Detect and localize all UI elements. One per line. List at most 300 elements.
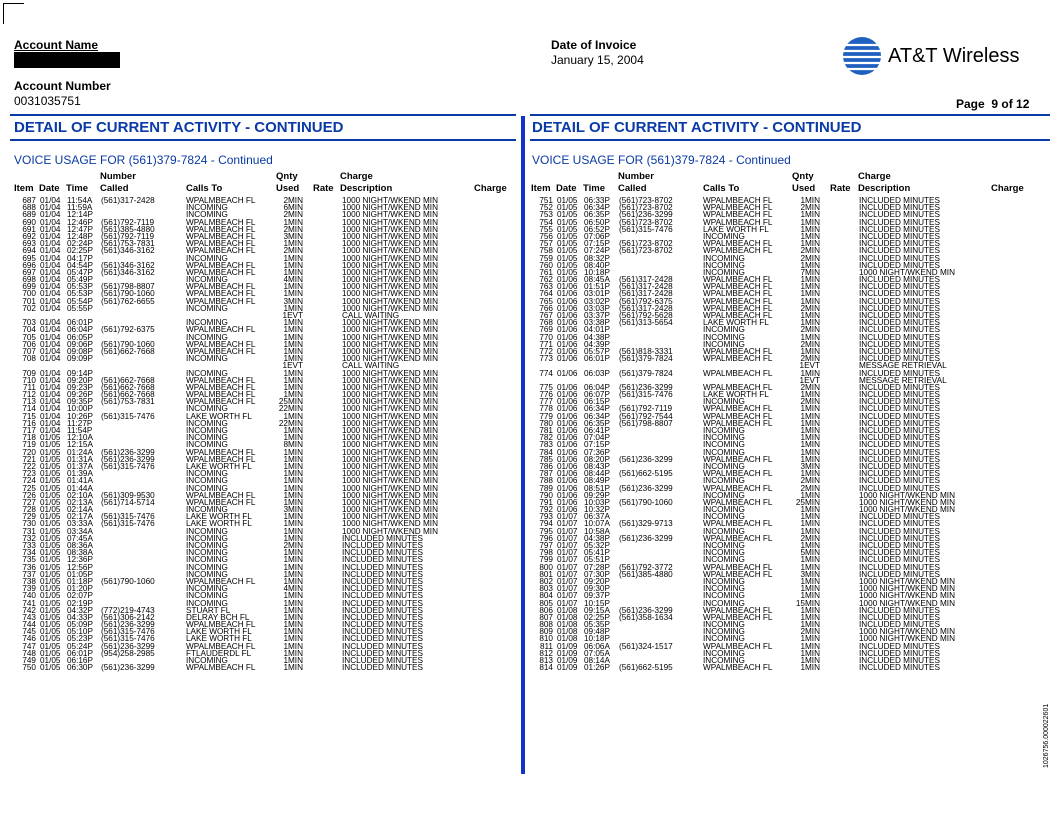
cell-item: 738 (22, 576, 36, 586)
cell-item: 773 (539, 354, 553, 364)
cell-time: 11:27P (67, 418, 93, 428)
cell-date: 01/09 (557, 641, 578, 651)
cell-description: INCLUDED MINUTES (859, 224, 940, 234)
col-item: Item (531, 183, 551, 194)
cell-description: INCLUDED MINUTES (859, 548, 940, 558)
cell-item: 796 (539, 533, 553, 543)
cell-date: 01/04 (40, 296, 61, 306)
cell-time: 09:29P (584, 490, 610, 500)
cell-called: (561)662-5195 (619, 469, 673, 479)
cell-calls-to: WPALMBEACH FL (186, 454, 256, 464)
cell-called: (561)236-3299 (619, 533, 673, 543)
cell-description: INCLUDED MINUTES (859, 512, 940, 522)
cell-calls-to: INCOMING (703, 584, 745, 594)
cell-used: 1MIN (800, 346, 820, 356)
cell-calls-to: WPALMBEACH FL (703, 404, 773, 414)
cell-called: (561)309-9530 (101, 490, 155, 500)
cell-calls-to: WPALMBEACH FL (703, 303, 773, 313)
cell-time: 10:58A (584, 526, 610, 536)
cell-used: 1MIN (800, 576, 820, 586)
cell-description: 1000 NIGHT/WKEND MIN (342, 303, 438, 313)
cell-item: 728 (22, 505, 36, 515)
cell-time: 02:19P (67, 598, 93, 608)
cell-calls-to: WPALMBEACH FL (703, 411, 773, 421)
cell-time: 10:15P (584, 598, 610, 608)
cell-used: 1MIN (283, 411, 303, 421)
cell-description: INCLUDED MINUTES (342, 605, 423, 615)
cell-item: 782 (539, 433, 553, 443)
cell-called: (561)346-3162 (101, 267, 155, 277)
cell-used: 1MIN (283, 346, 303, 356)
cell-time: 06:04P (67, 325, 93, 335)
cell-description: 1000 NIGHT/WKEND MIN (342, 339, 438, 349)
cell-calls-to: WPALMBEACH FL (703, 368, 773, 378)
cell-used: 7MIN (800, 267, 820, 277)
cell-calls-to: LAKE WORTH FL (186, 411, 252, 421)
col-used: Used (792, 183, 816, 194)
cell-item: 793 (539, 512, 553, 522)
cell-item: 775 (539, 382, 553, 392)
cell-time: 07:45A (67, 533, 93, 543)
cell-used: 1MIN (283, 390, 303, 400)
cell-date: 01/06 (557, 433, 578, 443)
cell-called: (561)315-7476 (101, 461, 155, 471)
cell-calls-to: INCOMING (186, 318, 228, 328)
cell-description: 1000 NIGHT/WKEND MIN (342, 497, 438, 507)
cell-used: 25MIN (278, 397, 303, 407)
cell-used: 2MIN (800, 339, 820, 349)
col-rate: Rate (830, 183, 851, 194)
cell-date: 01/06 (557, 275, 578, 285)
cell-description: INCLUDED MINUTES (859, 217, 940, 227)
cell-item: 743 (22, 612, 36, 622)
cell-used: 1MIN (800, 404, 820, 414)
cell-time: 08:49P (584, 476, 610, 486)
cell-time: 10:00P (67, 404, 93, 414)
brand-name: AT&T Wireless (888, 45, 1020, 67)
cell-used: 1MIN (283, 656, 303, 665)
cell-used: 1MIN (283, 663, 303, 673)
cell-used: 1MIN (800, 490, 820, 500)
cell-time: 05:41P (584, 548, 610, 558)
cell-description: INCLUDED MINUTES (859, 541, 940, 550)
cell-description: 1000 NIGHT/WKEND MIN (342, 397, 438, 407)
cell-used: 1MIN (283, 289, 303, 299)
cell-description: INCLUDED MINUTES (859, 426, 940, 435)
cell-used: 1MIN (283, 332, 303, 342)
cell-date: 01/05 (557, 246, 578, 256)
cell-calls-to: INCOMING (186, 404, 228, 414)
cell-item: 735 (22, 555, 36, 565)
cell-calls-to: INCOMING (186, 656, 228, 665)
cell-time: 06:34P (584, 203, 610, 213)
cell-time: 09:48P (584, 627, 610, 637)
cell-time: 08:20P (584, 454, 610, 464)
cell-description: INCLUDED MINUTES (859, 461, 940, 471)
cell-description: INCLUDED MINUTES (859, 354, 940, 364)
cell-item: 741 (22, 598, 36, 608)
cell-description: INCLUDED MINUTES (342, 598, 423, 608)
cell-description: 1000 NIGHT/WKEND MIN (342, 526, 438, 536)
cell-called: (561)818-3331 (619, 346, 673, 356)
cell-date: 01/04 (40, 282, 61, 292)
cell-called: (561)236-3299 (101, 620, 155, 630)
cell-item: 697 (22, 267, 36, 277)
cell-used: 1MIN (283, 325, 303, 335)
cell-used: 2MIN (800, 325, 820, 335)
cell-description: INCLUDED MINUTES (859, 332, 940, 342)
cell-description: 1000 NIGHT/WKEND MIN (342, 418, 438, 428)
cell-description: MESSAGE RETRIEVAL (859, 375, 947, 385)
cell-date: 01/07 (557, 598, 578, 608)
cell-date: 01/04 (40, 382, 61, 392)
cell-called: (561)317-2428 (101, 196, 155, 205)
cell-calls-to: INCOMING (703, 440, 745, 450)
cell-item: 690 (22, 217, 36, 227)
cell-description: INCLUDED MINUTES (859, 605, 940, 615)
cell-calls-to: WPALMBEACH FL (186, 397, 256, 407)
cell-used: 1MIN (800, 584, 820, 594)
cell-time: 01:51P (584, 282, 610, 292)
cell-date: 01/05 (40, 526, 61, 536)
col-item: Item (14, 183, 34, 194)
cell-item: 779 (539, 411, 553, 421)
cell-calls-to: WPALMBEACH FL (703, 217, 773, 227)
cell-used: 1MIN (800, 634, 820, 644)
cell-date: 01/06 (557, 318, 578, 328)
cell-calls-to: WPALMBEACH FL (703, 641, 773, 651)
cell-date: 01/04 (40, 346, 61, 356)
cell-description: INCLUDED MINUTES (342, 576, 423, 586)
cell-time: 06:41P (584, 426, 610, 435)
cell-item: 812 (539, 648, 553, 658)
cell-called: (561)790-1060 (101, 576, 155, 586)
cell-called: (561)723-8702 (619, 217, 673, 227)
cell-date: 01/07 (557, 584, 578, 594)
cell-description: 1000 NIGHT/WKEND MIN (342, 354, 438, 364)
cell-calls-to: INCOMING (186, 275, 228, 285)
cell-date: 01/05 (40, 548, 61, 558)
cell-item: 814 (539, 663, 553, 673)
cell-description: 1000 NIGHT/WKEND MIN (859, 634, 955, 644)
cell-time: 03:01P (584, 289, 610, 299)
cell-description: INCLUDED MINUTES (342, 627, 423, 637)
cell-called: (561)317-2428 (619, 282, 673, 292)
cell-time: 03:37P (584, 311, 610, 320)
cell-date: 01/04 (40, 275, 61, 285)
cell-calls-to: WPALMBEACH FL (186, 289, 256, 299)
cell-description: 1000 NIGHT/WKEND MIN (342, 203, 438, 213)
cell-called: (561)790-1060 (101, 339, 155, 349)
cell-item: 687 (22, 196, 36, 205)
cell-description: INCLUDED MINUTES (342, 562, 423, 572)
cell-used: 2MIN (283, 224, 303, 234)
cell-date: 01/05 (40, 476, 61, 486)
cell-used: 1MIN (283, 490, 303, 500)
cell-description: 1000 NIGHT/WKEND MIN (342, 476, 438, 486)
cell-date: 01/08 (557, 605, 578, 615)
cell-time: 06:03P (584, 368, 610, 378)
cell-item: 750 (22, 663, 36, 673)
cell-date: 01/05 (557, 239, 578, 249)
cell-date: 01/05 (40, 454, 61, 464)
cell-called: (561)317-2428 (619, 289, 673, 299)
cell-time: 04:33P (67, 612, 93, 622)
cell-description: 1000 NIGHT/WKEND MIN (342, 210, 438, 220)
cell-item: 755 (539, 224, 553, 234)
cell-used: 1MIN (800, 433, 820, 443)
cell-description: 1000 NIGHT/WKEND MIN (342, 217, 438, 227)
cell-calls-to: WPALMBEACH FL (186, 224, 256, 234)
cell-date: 01/06 (557, 454, 578, 464)
cell-calls-to: WPALMBEACH FL (186, 497, 256, 507)
cell-item: 723 (22, 469, 36, 479)
cell-time: 07:15P (584, 239, 610, 249)
cell-item: 733 (22, 541, 36, 550)
cell-description: 1000 NIGHT/WKEND MIN (859, 490, 955, 500)
cell-calls-to: INCOMING (703, 267, 745, 277)
cell-calls-to: INCOMING (186, 469, 228, 479)
cell-description: 1000 NIGHT/WKEND MIN (342, 469, 438, 479)
col-qnty-top: Qnty (276, 171, 298, 182)
cell-calls-to: INCOMING (703, 555, 745, 565)
cell-date: 01/06 (557, 440, 578, 450)
cell-calls-to: DELRAY BCH FL (186, 612, 250, 622)
cell-called: (561)315-7476 (619, 224, 673, 234)
cell-time: 12:10A (67, 433, 93, 443)
cell-called: (561)662-7668 (101, 375, 155, 385)
cell-item: 730 (22, 519, 36, 529)
cell-date: 01/06 (557, 497, 578, 507)
cell-description: INCLUDED MINUTES (859, 454, 940, 464)
cell-date: 01/04 (40, 404, 61, 414)
cell-time: 06:35P (584, 418, 610, 428)
cell-time: 10:18P (584, 634, 610, 644)
cell-date: 01/07 (557, 541, 578, 550)
cell-date: 01/06 (557, 346, 578, 356)
cell-called: (561)236-3299 (619, 210, 673, 220)
cell-date: 01/05 (40, 591, 61, 601)
cell-used: 1MIN (800, 390, 820, 400)
cell-used: 1MIN (283, 569, 303, 579)
cell-used: 1MIN (800, 210, 820, 220)
cell-used: 1MIN (800, 454, 820, 464)
cell-date: 01/09 (557, 656, 578, 665)
cell-calls-to: INCOMING (186, 569, 228, 579)
cell-calls-to: INCOMING (703, 231, 745, 241)
cell-used: 22MIN (278, 418, 303, 428)
cell-date: 01/09 (557, 648, 578, 658)
cell-date: 01/05 (40, 641, 61, 651)
cell-item: 708 (22, 354, 36, 364)
cell-date: 01/06 (557, 282, 578, 292)
cell-used: 1MIN (283, 627, 303, 637)
cell-description: INCLUDED MINUTES (859, 533, 940, 543)
cell-time: 08:38A (67, 548, 93, 558)
cell-item: 772 (539, 346, 553, 356)
cell-time: 04:39P (584, 339, 610, 349)
cell-time: 09:20P (584, 576, 610, 586)
cell-item: 762 (539, 275, 553, 285)
cell-calls-to: LAKE WORTH FL (703, 224, 769, 234)
cell-calls-to: INCOMING (186, 368, 228, 378)
cell-calls-to: WPALMBEACH FL (186, 390, 256, 400)
cell-description: INCLUDED MINUTES (859, 447, 940, 457)
cell-description: INCLUDED MINUTES (342, 620, 423, 630)
cell-date: 01/06 (557, 390, 578, 400)
cell-used: 1MIN (800, 418, 820, 428)
cell-called: (561)317-2428 (619, 275, 673, 285)
cell-calls-to: INCOMING (186, 505, 228, 515)
cell-calls-to: WPALMBEACH FL (186, 663, 256, 673)
cell-date: 01/05 (40, 576, 61, 586)
cell-calls-to: WPALMBEACH FL (186, 296, 256, 306)
cell-item: 695 (22, 253, 36, 263)
cell-description: 1000 NIGHT/WKEND MIN (859, 598, 955, 608)
cell-item: 777 (539, 397, 553, 407)
cell-used: 2MIN (800, 354, 820, 364)
cell-date: 01/05 (40, 612, 61, 622)
cell-item: 792 (539, 505, 553, 515)
cell-called: (561)236-3299 (619, 382, 673, 392)
cell-date: 01/05 (40, 620, 61, 630)
cell-item: 712 (22, 390, 36, 400)
cell-calls-to: INCOMING (186, 533, 228, 543)
cell-calls-to: INCOMING (703, 512, 745, 522)
cell-called: (561)315-7476 (619, 390, 673, 400)
cell-description: 1000 NIGHT/WKEND MIN (859, 505, 955, 515)
cell-time: 05:53P (67, 289, 93, 299)
cell-item: 763 (539, 282, 553, 292)
cell-item: 802 (539, 576, 553, 586)
cell-description: 1000 NIGHT/WKEND MIN (342, 282, 438, 292)
cell-time: 02:17A (67, 512, 93, 522)
cell-date: 01/06 (557, 411, 578, 421)
cell-date: 01/06 (557, 382, 578, 392)
cell-description: 1000 NIGHT/WKEND MIN (342, 332, 438, 342)
cell-date: 01/06 (557, 447, 578, 457)
cell-used: 1MIN (800, 505, 820, 515)
cell-used: 3MIN (800, 569, 820, 579)
cell-used: 1MIN (800, 469, 820, 479)
cell-used: 2MIN (800, 246, 820, 256)
cell-called: (561)662-7668 (101, 382, 155, 392)
cell-item: 760 (539, 260, 553, 270)
cell-description: 1000 NIGHT/WKEND MIN (342, 447, 438, 457)
cell-used: 1MIN (800, 411, 820, 421)
cell-date: 01/06 (557, 289, 578, 299)
cell-description: INCLUDED MINUTES (859, 246, 940, 256)
cell-used: 8MIN (283, 440, 303, 450)
cell-calls-to: INCOMING (186, 354, 228, 364)
cell-time: 12:15A (67, 440, 93, 450)
cell-description: 1000 NIGHT/WKEND MIN (342, 483, 438, 493)
cell-called: (561)723-8702 (619, 239, 673, 249)
cell-calls-to: INCOMING (186, 210, 228, 220)
cell-description: 1000 NIGHT/WKEND MIN (342, 239, 438, 249)
cell-date: 01/06 (557, 505, 578, 515)
cell-calls-to: INCOMING (703, 490, 745, 500)
cell-item: 791 (539, 497, 553, 507)
cell-item: 729 (22, 512, 36, 522)
cell-date: 01/05 (40, 461, 61, 471)
cell-item: 742 (22, 605, 36, 615)
cell-date: 01/08 (557, 634, 578, 644)
account-number: 0031035751 (14, 94, 81, 108)
cell-item: 780 (539, 418, 553, 428)
cell-date: 01/05 (40, 483, 61, 493)
cell-used: 5MIN (800, 548, 820, 558)
cell-used: 1MIN (283, 469, 303, 479)
cell-called: (561)792-6375 (101, 325, 155, 335)
cell-date: 01/04 (40, 339, 61, 349)
col-called: Called (618, 183, 647, 194)
cell-time: 05:24P (67, 641, 93, 651)
cell-time: 06:50P (584, 217, 610, 227)
cell-description: INCLUDED MINUTES (859, 397, 940, 407)
cell-date: 01/05 (40, 663, 61, 673)
cell-used: 3MIN (283, 231, 303, 241)
cell-called: (561)236-3299 (619, 605, 673, 615)
cell-called: (561)792-7119 (101, 231, 155, 241)
cell-date: 01/04 (40, 260, 61, 270)
cell-calls-to: WPALMBEACH FL (186, 620, 256, 630)
cell-used: 1MIN (283, 598, 303, 608)
cell-time: 05:54P (67, 296, 93, 306)
cell-used: 1MIN (283, 548, 303, 558)
cell-description: 1000 NIGHT/WKEND MIN (342, 267, 438, 277)
cell-date: 01/08 (557, 612, 578, 622)
cell-time: 06:07P (584, 390, 610, 400)
cell-description: INCLUDED MINUTES (342, 663, 423, 673)
cell-item: 736 (22, 562, 36, 572)
cell-description: INCLUDED MINUTES (342, 641, 423, 651)
cell-used: 1MIN (283, 483, 303, 493)
cell-called: (561)790-1060 (619, 497, 673, 507)
cell-used: 1MIN (283, 641, 303, 651)
cell-calls-to: LAKE WORTH FL (186, 512, 252, 522)
cell-time: 06:05P (67, 332, 93, 342)
cell-used: 1MIN (283, 354, 303, 364)
cell-calls-to: WPALMBEACH FL (186, 196, 256, 205)
cell-calls-to: INCOMING (703, 260, 745, 270)
cell-time: 07:24P (584, 246, 610, 256)
cell-time: 08:43P (584, 461, 610, 471)
cell-item: 726 (22, 490, 36, 500)
cell-time: 01:18P (67, 576, 93, 586)
cell-date: 01/04 (40, 303, 61, 313)
cell-used: 2MIN (800, 382, 820, 392)
cell-used: 2MIN (800, 476, 820, 486)
cell-time: 04:32P (67, 605, 93, 615)
cell-time: 06:52P (584, 224, 610, 234)
cell-date: 01/05 (40, 562, 61, 572)
cell-item: 774 (539, 368, 553, 378)
cell-item: 740 (22, 591, 36, 601)
cell-time: 05:49P (67, 275, 93, 285)
col-calls-to: Calls To (703, 183, 740, 194)
cell-description: INCLUDED MINUTES (859, 483, 940, 493)
cell-date: 01/05 (40, 433, 61, 443)
cell-date: 01/05 (40, 648, 61, 658)
cell-date: 01/05 (557, 253, 578, 263)
cell-date: 01/06 (557, 418, 578, 428)
cell-date: 01/06 (557, 404, 578, 414)
cell-called: (954)258-2985 (101, 648, 155, 658)
cell-item: 804 (539, 591, 553, 601)
cell-calls-to: INCOMING (703, 634, 745, 644)
cell-time: 06:33P (584, 196, 610, 205)
